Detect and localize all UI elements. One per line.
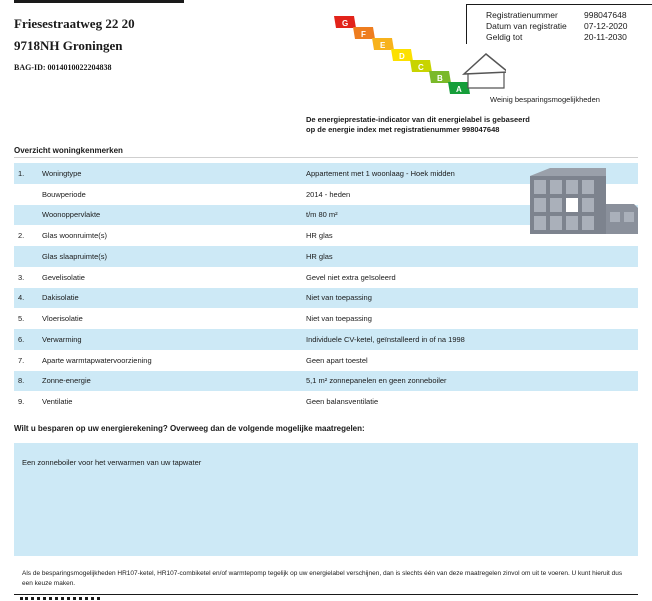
savings-note: Weinig besparingsmogelijkheden: [490, 95, 600, 104]
footnote: Als de besparingsmogelijkheden HR107-ketel, HR107-combiketel en/of warmtepomp tegelijk op uw energielabel verschijnen, dan is slechts één van deze maatregelen zinvol om uit te voeren. U kunt hieruit dus een keuze maken.: [22, 570, 623, 587]
row-value: Gevel niet extra geïsoleerd: [306, 272, 396, 282]
row-value: HR glas: [306, 231, 333, 241]
measures-question: Wilt u besparen op uw energierekening? Overweeg dan de volgende mogelijke maatregelen:: [14, 424, 365, 433]
overview-title: Overzicht woningkenmerken: [14, 146, 123, 155]
table-row: [14, 329, 638, 350]
row-value: Geen apart toestel: [306, 355, 368, 365]
energy-class-letter: D: [399, 52, 405, 61]
energy-class-g: [334, 16, 356, 28]
registration-date-row: [486, 21, 636, 31]
table-row: [14, 308, 638, 329]
row-number: 1.: [18, 168, 25, 178]
table-row: [14, 371, 638, 392]
indicator-note-line1: De energieprestatie-indicator van dit energielabel is gebaseerd: [306, 115, 530, 124]
row-number: 6.: [18, 334, 25, 344]
apartment-building-icon: [530, 168, 638, 234]
address-city: 9718NH Groningen: [14, 38, 123, 53]
row-number: 5.: [18, 314, 25, 324]
registration-date-label: Datum van registratie: [486, 21, 567, 31]
row-value: 2014 - heden: [306, 189, 351, 199]
row-value: Niet van toepassing: [306, 314, 372, 324]
row-number: 8.: [18, 376, 25, 386]
top-cut-text-remnant: [14, 0, 184, 3]
energy-class-letter: F: [361, 30, 366, 39]
row-label: Woningtype: [42, 168, 82, 178]
table-row: [14, 246, 638, 267]
energy-class-letter: G: [342, 19, 349, 28]
table-row: [14, 391, 638, 412]
table-row: [14, 288, 638, 309]
row-label: Verwarming: [42, 334, 82, 344]
bottom-divider: [14, 594, 638, 595]
row-label: Glas woonruimte(s): [42, 231, 108, 241]
row-number: 4.: [18, 293, 25, 303]
divider: [14, 157, 638, 158]
row-label: Woonoppervlakte: [42, 210, 101, 220]
row-value: Appartement met 1 woonlaag - Hoek midden: [306, 168, 455, 178]
energy-class-e: [372, 38, 394, 50]
registration-date-value: 07-12-2020: [584, 21, 628, 31]
row-label: Ventilatie: [42, 397, 73, 407]
valid-until-row: [486, 32, 636, 42]
registration-block: [448, 0, 648, 80]
row-label: Glas slaapruimte(s): [42, 251, 108, 261]
measures-box: [14, 443, 638, 556]
indicator-note: [306, 115, 530, 135]
energy-class-letter: E: [380, 41, 386, 50]
row-label: Bouwperiode: [42, 189, 86, 199]
row-label: Vloerisolatie: [42, 314, 83, 324]
energy-class-a: [448, 82, 470, 94]
energy-class-d: [391, 49, 413, 61]
bag-id: BAG-ID: 0014010022204838: [14, 63, 112, 72]
valid-until-label: Geldig tot: [486, 32, 523, 42]
row-number: 2.: [18, 231, 25, 241]
row-label: Zonne-energie: [42, 376, 91, 386]
row-value: HR glas: [306, 251, 333, 261]
energy-class-letter: A: [456, 85, 462, 94]
registration-number-row: [486, 10, 636, 20]
row-label: Gevelisolatie: [42, 272, 85, 282]
measure-item: Een zonneboiler voor het verwarmen van uw tapwater: [22, 458, 202, 467]
row-label: Aparte warmtapwatervoorziening: [42, 355, 152, 365]
energy-class-f: [353, 27, 375, 39]
table-row: [14, 350, 638, 371]
energy-class-letter: B: [437, 74, 443, 83]
indicator-note-line2: op de energie index met registratienummer 998047648: [306, 125, 500, 134]
row-value: Niet van toepassing: [306, 293, 372, 303]
energy-class-letter: C: [418, 63, 424, 72]
bottom-cut-text-remnant: [20, 597, 100, 601]
row-number: 9.: [18, 397, 25, 407]
row-number: 3.: [18, 272, 25, 282]
energy-class-c: [410, 60, 432, 72]
row-value: t/m 80 m²: [306, 210, 338, 220]
row-number: 7.: [18, 355, 25, 365]
table-row: [14, 267, 638, 288]
row-value: 5,1 m² zonnepanelen en geen zonneboiler: [306, 376, 447, 386]
valid-until-value: 20-11-2030: [584, 32, 627, 42]
row-label: Dakisolatie: [42, 293, 79, 303]
registration-number-label: Registratienummer: [486, 10, 558, 20]
registration-number-value: 998047648: [584, 10, 627, 20]
row-value: Geen balansventilatie: [306, 397, 379, 407]
address-street: Friesestraatweg 22 20: [14, 16, 135, 31]
row-value: Individuele CV-ketel, geïnstalleerd in of na 1998: [306, 334, 465, 344]
